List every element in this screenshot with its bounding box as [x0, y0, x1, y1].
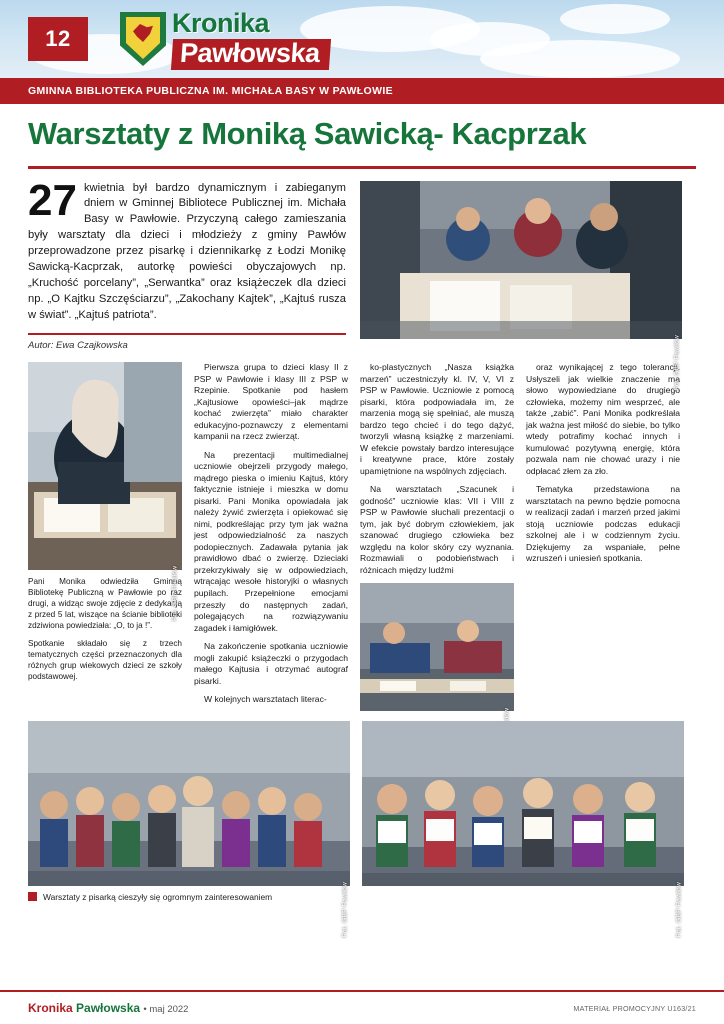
page-footer [0, 990, 724, 1024]
lead-paragraph: kwietnia był bardzo dynamicznym i zabieganym dniem w Gminnej Bibliotece Publicznej im. Michała Basy w Pawłowie. Przyczyną całego zamieszania były warsztaty dla dzieci i młodzieży z gminy Pawłów przeprowadzone przez pisarkę i dziennikarkę z Łodzi Monikę Sawicką-Kacprzak, autorkę powieści obyczajowych np. „Kruchość porcelany”, „Serwantka” oraz książeczek dla dzieci np. „O Kajtku Szczęściarzu”, „Zakochany Kajtek”, „Kajtuś rusza w świat”. „Kajtuś patriota”. [28, 181, 346, 321]
cloud-decoration [480, 40, 680, 78]
lead-section [0, 169, 724, 390]
section-banner: GMINNA BIBLIOTEKA PUBLICZNA IM. MICHAŁA BASY W PAWŁOWIE [0, 78, 724, 104]
column-1 [28, 362, 182, 712]
author-divider [28, 333, 346, 335]
paragraph: ko-plastycznych „Nasza książka marzeń” uczestniczyły kl. IV, V, VI z PSP w Pawłowie. Uczniowie z pomocą pisarki, która podpowiadała im, że marzenia mogą się spełniać, ale muszą bardzo tego chcieć i do tego dążyć, tworzyli własną książkę z marzeniami. W efekcie powstały bardzo interesujące i kreatywne prace, które zostały upamiętnione na wspólnych zdjęciach. [360, 362, 514, 476]
photo-credit: Fot. GBP Pawłów [341, 881, 348, 937]
footer-brand [28, 1001, 188, 1015]
logo-title-line2: Pawłowska [171, 39, 331, 70]
column-3 [526, 362, 680, 712]
paragraph: Na warsztatach „Szacunek i godność” uczniowie klas: VII i VIII z PSP w Pawłowie słuchali prezentacji o tym, jak być dobrym człowiekiem, jak szanować drugiego człowieka bez względu na kolor skóry czy wyznania. Rozmawiali o podobieństwach i różnicach między ludźmi [360, 484, 514, 575]
column1-photo-image [28, 362, 182, 570]
column1-photo-caption: Pani Monika odwiedziła Gminną Bibliotekę Publiczną w Pawłowie po raz drugi, a widząc swoje zdjęcie z dedykacją z przed 5 lat, wiszące na ścianie biblioteki zdziwiona powiedziała: „O, to ja !”. [28, 577, 182, 631]
bottom-right-photo [362, 721, 684, 937]
article-author: Autor: Ewa Czajkowska [28, 339, 128, 351]
bottom-left-photo-image [28, 721, 350, 886]
lead-photo [360, 181, 682, 390]
caption-bullet-icon [28, 892, 37, 901]
column2-photo-image [360, 583, 514, 711]
publication-logo [120, 8, 330, 70]
photo-credit: Fot. GBP Pawłów [675, 881, 682, 937]
paragraph: Na prezentacji multimedialnej uczniowie obejrzeli przygody małego, mądrego pieska o imieniu Kajtuś, który faktycznie istnieje i mieszka w domu pisarki. Pani Monika opowiadała jak należy żywić zwierzęta i opiekować się nimi, podkreślając przy tym jak ważna jest odpowiedzialność za naszych podopiecznych. Zadawała pytania jak prawidłowo dbać o zwierzę. Dzieciaki przekrzykiwały się w odpowiedziach, wtrącając wesołe historyjki o własnych pupilach. Przepełnione emocjami przeszły do następnych zadań, polegających na rozwiązywaniu zagadek i łamigłówek. [194, 449, 348, 633]
page-header [0, 0, 724, 78]
drop-cap: 27 [28, 175, 77, 225]
paragraph: oraz wynikającej z tego tolerancji. Usłyszeli jak wielkie znaczenie ma słowo wypowiedziane do drugiego człowieka, możemy nim wesprzeć, ale także „zabić”. Pani Monika podkreślała jak ważna jest miłość do siebie, bo tylko wtedy potrafimy kochać innych i kumulować pozytywną energię, która pozwala nam nie chować urazy i nie odpłacać złem za zło. [526, 362, 680, 476]
bottom-right-photo-image [362, 721, 684, 886]
page-number: 12 [28, 17, 88, 61]
article-title-wrap [0, 104, 724, 157]
column-1-text [194, 362, 348, 712]
column1-photo-caption-2: Spotkanie składało się z trzech tematycznych części przeznaczonych dla różnych grup wiekowych dzieci ze szkoły podstawowej. [28, 638, 182, 681]
cloud-decoration [560, 4, 670, 34]
paragraph: Na zakończenie spotkania uczniowie mogli zakupić książeczki o przygodach małego Kajtusia i otrzymać autograf pisarki. [194, 641, 348, 686]
paragraph: Tematyka przedstawiona na warsztatach na pewno będzie pomocna w realizacji zadań i marzeń przed jakimi stoją uczniowie podczas edukacji szkolnej ale i w codziennym życiu. Dziękujemy za wspaniałe, pełne wzruszeń i uniesień spotkania. [526, 484, 680, 564]
footer-date: • maj 2022 [143, 1004, 189, 1015]
page-title: Warsztaty z Moniką Sawicką- Kacprzak [28, 116, 587, 151]
column2-photo [360, 583, 514, 711]
lead-photo-image [360, 181, 682, 339]
column-2 [360, 362, 514, 712]
footer-promo-note: MATERIAŁ PROMOCYJNY U163/21 [573, 1003, 696, 1013]
lead-text-block [28, 175, 346, 353]
photo-credit: Fot. GBP Pawłów [673, 334, 680, 390]
bottom-photo-caption-row [0, 886, 724, 902]
paragraph: W kolejnych warsztatach literac- [204, 694, 327, 705]
paragraph: Pierwsza grupa to dzieci klasy II z PSP w Pawłowie i klasy III z PSP w Rzepinie. Spotkanie pod hasłem „Kajtusiowe opowieści–jak mądrze kochać zwierzęta” miało charakter edukacyjno-poznawczy z elementami kampanii na rzecz zwierząt. [194, 362, 348, 442]
footer-brand-pawlowska: Pawłowska [76, 1001, 141, 1015]
photo-credit: Fot. GBP Pawłów [171, 566, 179, 622]
coat-of-arms-icon [120, 12, 166, 66]
article-columns [0, 352, 724, 712]
bottom-photo-caption: Warsztaty z pisarką cieszyły się ogromnym zainteresowaniem [43, 891, 273, 902]
logo-title-line1: Kronika [172, 8, 270, 38]
footer-brand-kronika: Kronika [28, 1001, 73, 1015]
